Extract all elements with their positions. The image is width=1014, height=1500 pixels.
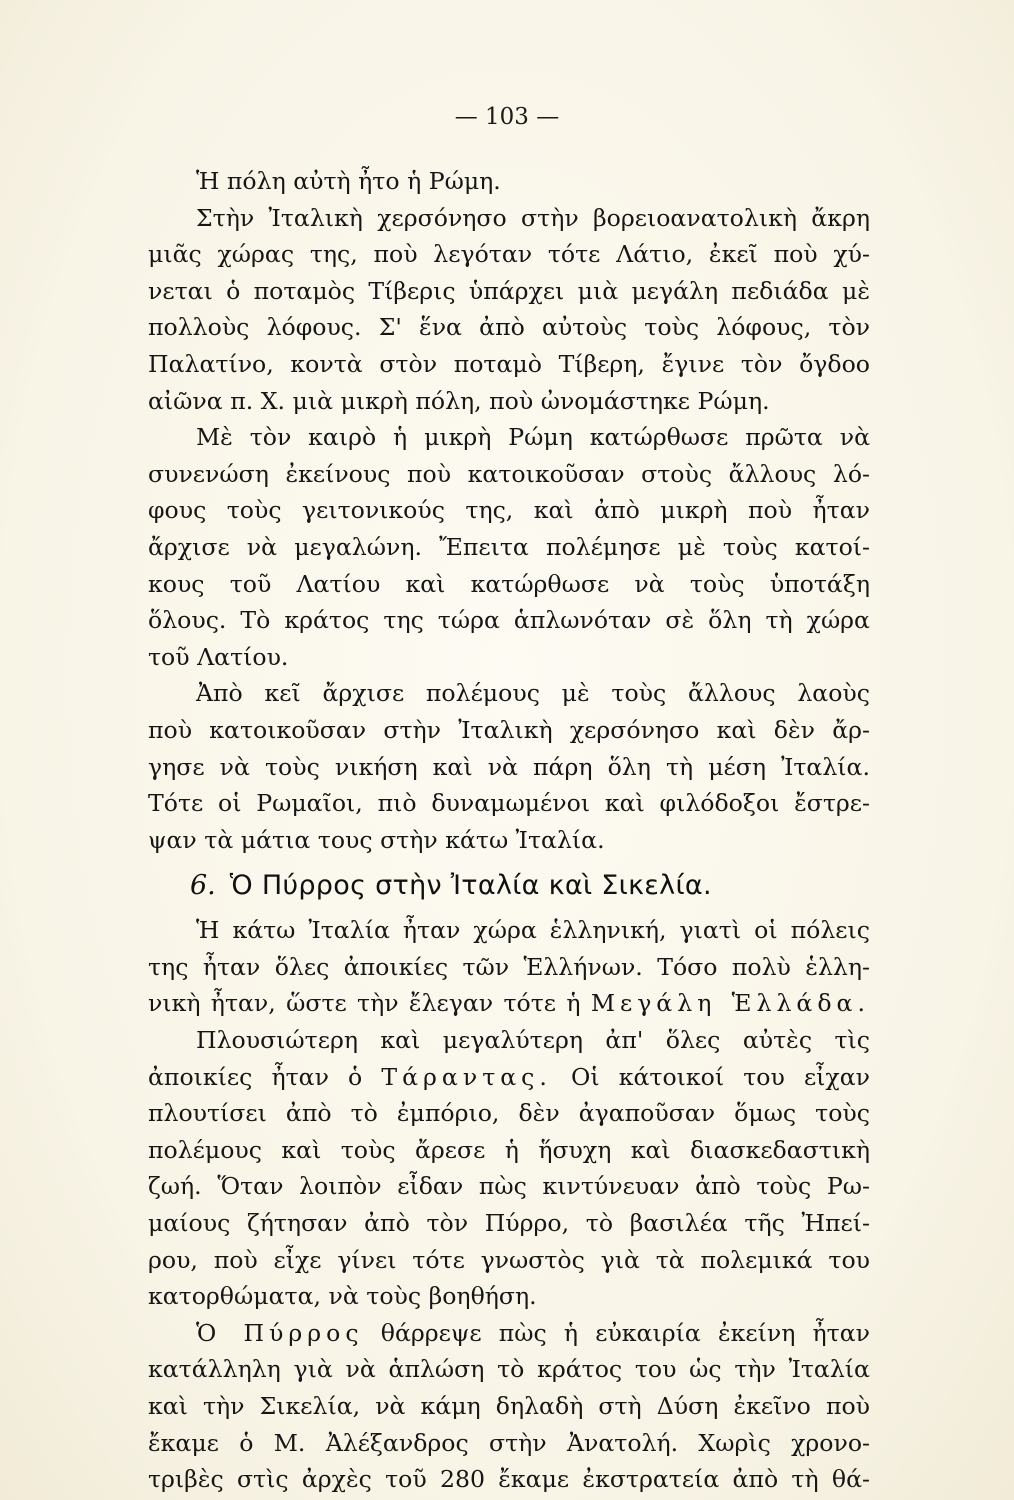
section-title: Ὁ Πύρρος στὴν Ἰταλία καὶ Σικελία.	[229, 870, 712, 902]
text-line: αἰῶνα π. Χ. μιὰ μικρὴ πόλη, ποὺ ὠνομάστηκε Ρώμη.	[148, 386, 770, 415]
paragraph	[148, 163, 870, 200]
page-number: — 103 —	[454, 104, 560, 130]
text-line: ποὺ κατοικοῦσαν στὴν Ἰταλικὴ χερσόνησο καὶ δὲν ἄρ-	[148, 715, 870, 744]
text-line: νεται ὁ ποταμὸς Τίβερις ὑπάρχει μιὰ μεγάλη πεδιάδα μὲ	[148, 276, 870, 305]
spaced-emphasis: Τάραντας.	[381, 1062, 552, 1091]
section-heading	[148, 868, 870, 904]
text-line: μαίους ζήτησαν ἀπὸ τὸν Πύρρο, τὸ βασιλέα τῆς Ἠπεί-	[148, 1209, 870, 1238]
text-line: τριβὲς στὶς ἀρχὲς τοῦ 280 ἔκαμε ἐκστρατεία ἀπὸ τὴ θά-	[148, 1465, 870, 1494]
paragraphs-before-section	[148, 163, 870, 858]
text-line: ρου, ποὺ εἶχε γίνει τότε γνωστὸς γιὰ τὰ πολεμικά του	[148, 1245, 870, 1274]
paragraph	[148, 912, 870, 1022]
text-line: ὅλους. Τὸ κράτος της τώρα ἁπλωνόταν σὲ ὅλη τὴ χώρα	[148, 606, 870, 635]
text-line: κατάλληλη γιὰ νὰ ἁπλώση τὸ κράτος του ὡς τὴν Ἰταλία	[148, 1355, 870, 1384]
text-line: Πλουσιώτερη καὶ μεγαλύτερη ἀπ' ὅλες αὐτὲς τὶς	[196, 1026, 870, 1055]
text-span: νικὴ ἦταν, ὥστε τὴν ἔλεγαν τότε ἡ	[148, 989, 581, 1018]
text-line: Τότε οἱ Ρωμαῖοι, πιὸ δυναμωμένοι καὶ φιλόδοξοι ἔστρε-	[148, 789, 870, 818]
text-line	[148, 985, 870, 1022]
text-line: γησε νὰ τοὺς νικήση καὶ νὰ πάρη ὅλη τὴ μέση Ἰταλία.	[148, 752, 870, 781]
spaced-emphasis: Μεγάλη Ἑλλάδα.	[590, 989, 870, 1018]
text-line: φους τοὺς γειτονικούς της, καὶ ἀπὸ μικρὴ ποὺ ἦταν	[148, 496, 870, 525]
text-line	[148, 1059, 870, 1096]
spaced-emphasis: Ὁ Πύρρος	[196, 1318, 364, 1347]
paragraph	[148, 419, 870, 675]
text-line: ἄρχισε νὰ μεγαλώνη. Ἔπειτα πολέμησε μὲ τοὺς κατοί-	[148, 532, 870, 561]
text-line: συνενώση ἐκείνους ποὺ κατοικοῦσαν στοὺς ἄλλους λό-	[148, 459, 870, 488]
text-line: Στὴν Ἰταλικὴ χερσόνησο στὴν βορειοανατολικὴ ἄκρη	[196, 203, 870, 232]
text-line	[148, 1315, 870, 1352]
text-line: Ἡ πόλη αὐτὴ ἦτο ἡ Ρώμη.	[196, 167, 501, 195]
text-line: καὶ τὴν Σικελία, νὰ κάμη δηλαδὴ στὴ Δύση ἐκεῖνο ποὺ	[148, 1392, 870, 1420]
text-line: κους τοῦ Λατίου καὶ κατώρθωσε νὰ τοὺς ὑποτάξη	[148, 569, 870, 598]
body-text	[148, 163, 870, 1498]
paragraph	[148, 1315, 870, 1498]
text-span: Οἱ κάτοικοί του εἶχαν	[571, 1062, 871, 1091]
paragraph	[148, 200, 870, 420]
text-line: μιᾶς χώρας της, ποὺ λεγόταν τότε Λάτιο, ἐκεῖ ποὺ χύ-	[148, 240, 870, 269]
text-line: τοῦ Λατίου.	[148, 642, 289, 671]
text-line: Ἡ κάτω Ἰταλία ἦταν χώρα ἑλληνική, γιατὶ οἱ πόλεις	[196, 916, 870, 945]
section-number: 6.	[190, 870, 216, 902]
text-line: Παλατίνο, κοντὰ στὸν ποταμὸ Τίβερη, ἔγινε τὸν ὄγδοο	[148, 349, 870, 378]
text-span: ἀποικίες ἦταν ὁ	[148, 1062, 363, 1091]
paragraph	[148, 1022, 870, 1315]
text-line: Μὲ τὸν καιρὸ ἡ μικρὴ Ρώμη κατώρθωσε πρῶτα νὰ	[196, 423, 870, 452]
text-line: πλουτίσει ἀπὸ τὸ ἐμπόριο, δὲν ἀγαποῦσαν ὅμως τοὺς	[148, 1099, 870, 1128]
text-line: της ἦταν ὅλες ἀποικίες τῶν Ἑλλήνων. Τόσο πολὺ ἑλλη-	[148, 952, 870, 981]
text-line: πολέμους καὶ τοὺς ἄρεσε ἡ ἥσυχη καὶ διασκεδαστικὴ	[148, 1135, 870, 1164]
text-line: ἔκαμε ὁ Μ. Ἀλέξανδρος στὴν Ἀνατολή. Χωρὶς χρονο-	[148, 1428, 870, 1457]
text-span: θάρρεψε πὼς ἡ εὐκαιρία ἐκείνη ἦταν	[380, 1318, 871, 1347]
text-line: ψαν τὰ μάτια τους στὴν κάτω Ἰταλία.	[148, 825, 605, 854]
text-line: ζωή. Ὅταν λοιπὸν εἶδαν πὼς κιντύνευαν ἀπὸ τοὺς Ρω-	[148, 1172, 870, 1201]
text-line: πολλοὺς λόφους. Σ' ἕνα ἀπὸ αὐτοὺς τοὺς λόφους, τὸν	[148, 313, 870, 342]
paragraph	[148, 675, 870, 858]
text-line: κατορθώματα, νὰ τοὺς βοηθήση.	[148, 1282, 537, 1311]
text-line: Ἀπὸ κεῖ ἄρχισε πολέμους μὲ τοὺς ἄλλους λαοὺς	[196, 679, 870, 708]
